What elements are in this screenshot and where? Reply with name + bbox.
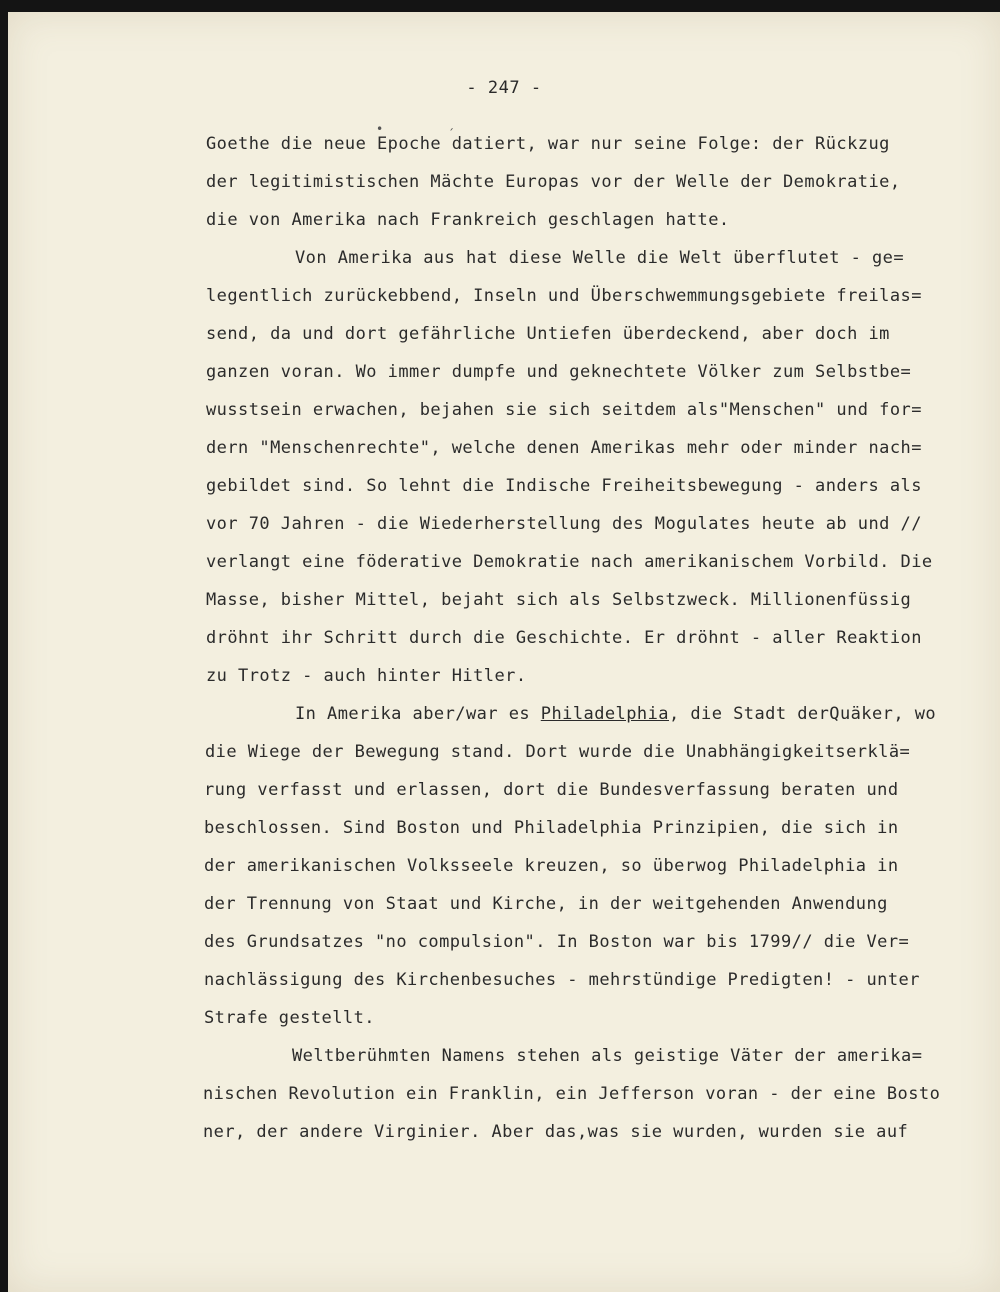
text-line: nachlässigung des Kirchenbesuches - mehrstündige Predigten! - unter	[204, 970, 920, 990]
text-line: Von Amerika aus hat diese Welle die Welt überflutet - ge=	[295, 248, 905, 268]
text-line: zu Trotz - auch hinter Hitler.	[206, 666, 527, 686]
text-line: In Amerika aber/war es Philadelphia, die Stadt derQuäker, wo	[295, 704, 937, 724]
text-line: nischen Revolution ein Franklin, ein Jefferson voran - der eine Bosto	[203, 1084, 941, 1104]
text-line: send, da und dort gefährliche Untiefen überdeckend, aber doch im	[206, 324, 890, 344]
text-line: Goethe die neue Epoche datiert, war nur seine Folge: der Rückzug	[206, 134, 890, 154]
text-line: verlangt eine föderative Demokratie nach amerikanischem Vorbild. Die	[206, 552, 933, 572]
text-line: der Trennung von Staat und Kirche, in der weitgehenden Anwendung	[204, 894, 888, 914]
text-line: Weltberühmten Namens stehen als geistige Väter der amerika=	[292, 1046, 923, 1066]
underlined-word: Philadelphia	[540, 704, 669, 724]
text-line: rung verfasst und erlassen, dort die Bundesverfassung beraten und	[204, 780, 899, 800]
text-line: der legitimistischen Mächte Europas vor der Welle der Demokratie,	[206, 172, 901, 192]
text-line: dern "Menschenrechte", welche denen Amerikas mehr oder minder nach=	[206, 438, 922, 458]
text-line: die von Amerika nach Frankreich geschlagen hatte.	[206, 210, 730, 230]
page-number: - 247 -	[466, 78, 542, 98]
text-line: wusstsein erwachen, bejahen sie sich seitdem als"Menschen" und for=	[206, 400, 922, 420]
text-line: die Wiege der Bewegung stand. Dort wurde die Unabhängigkeitserklä=	[205, 742, 911, 762]
text-line: Strafe gestellt.	[204, 1008, 375, 1028]
text-line: Masse, bisher Mittel, bejaht sich als Selbstzweck. Millionenfüssig	[206, 590, 912, 610]
text-line: dröhnt ihr Schritt durch die Geschichte. Er dröhnt - aller Reaktion	[206, 628, 922, 648]
text-line: des Grundsatzes "no compulsion". In Boston war bis 1799// die Ver=	[204, 932, 910, 952]
ink-dot: •	[376, 122, 384, 136]
text-line: der amerikanischen Volksseele kreuzen, so überwog Philadelphia in	[204, 856, 899, 876]
text-line: beschlossen. Sind Boston und Philadelphia Prinzipien, die sich in	[204, 818, 899, 838]
document-page	[8, 12, 1000, 1292]
text-line: gebildet sind. So lehnt die Indische Freiheitsbewegung - anders als	[206, 476, 922, 496]
text-line: ganzen voran. Wo immer dumpfe und geknechtete Völker zum Selbstbe=	[206, 362, 912, 382]
text-line: vor 70 Jahren - die Wiederherstellung des Mogulates heute ab und //	[206, 514, 922, 534]
text-line: ner, der andere Virginier. Aber das,was sie wurden, wurden sie auf	[203, 1122, 909, 1142]
pencil-mark: ˏ	[448, 116, 456, 130]
text-line: legentlich zurückebbend, Inseln und Überschwemmungsgebiete freilas=	[206, 286, 922, 306]
